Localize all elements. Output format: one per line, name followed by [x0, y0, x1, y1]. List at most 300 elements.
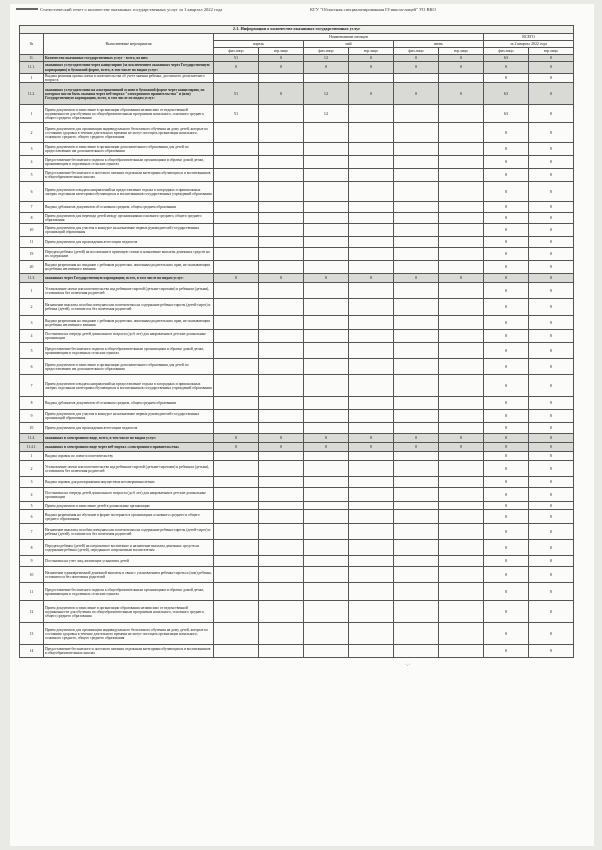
row-value-cell: [394, 567, 439, 583]
row-value-cell: [304, 601, 349, 623]
row-value-cell: [259, 182, 304, 202]
row-value-cell: 0: [484, 330, 529, 343]
row-value-cell: 0: [349, 55, 394, 62]
row-value-cell: [214, 567, 259, 583]
row-number: 6: [20, 510, 44, 524]
row-value-cell: 0: [439, 83, 484, 105]
row-value-cell: [439, 283, 484, 299]
row-value-cell: [304, 182, 349, 202]
row-value-cell: 0: [529, 62, 574, 74]
row-value-cell: [304, 423, 349, 434]
row-value-cell: [349, 237, 394, 248]
row-number: 4: [20, 330, 44, 343]
row-value-cell: 0: [529, 143, 574, 156]
row-service-name: Прием документов и выдача направлений на предоставление отдыха в загородных и пришкольных лагерях отдельным категориям обучающихся и воспитанников государственных учреждений образования: [44, 375, 214, 397]
row-service-name: Выдача дубликатов документов об основном среднем, общем среднем образовании: [44, 397, 214, 410]
row-value-cell: 0: [484, 202, 529, 213]
row-value-cell: 0: [484, 156, 529, 169]
row-value-cell: [439, 623, 484, 645]
row-value-cell: [304, 202, 349, 213]
row-value-cell: [349, 556, 394, 567]
row-value-cell: [439, 299, 484, 316]
table-row: [20, 461, 574, 477]
table-row: [20, 397, 574, 410]
row-value-cell: 0: [484, 477, 529, 488]
row-value-cell: [214, 343, 259, 359]
row-value-cell: [349, 423, 394, 434]
row-value-cell: [439, 261, 484, 274]
table-row: [20, 74, 574, 83]
row-number: 2: [20, 461, 44, 477]
row-value-cell: [394, 488, 439, 502]
row-value-cell: 0: [529, 274, 574, 283]
table-row: [20, 143, 574, 156]
row-value-cell: 12: [304, 105, 349, 123]
row-value-cell: 0: [484, 488, 529, 502]
row-value-cell: 0: [529, 55, 574, 62]
row-value-cell: [349, 452, 394, 461]
row-value-cell: [394, 410, 439, 423]
row-service-name: Прием документов и зачисление в организации образования независимо от ведомственной подчиненности для обучения по общеобразовательным программам начального, основного среднего, общего среднего образования: [44, 601, 214, 623]
row-service-name: Установление опеки или попечительства над ребенком-сиротой (детьми-сиротами) и ребенком (детьми), оставшимся без попечения родителей: [44, 283, 214, 299]
table-row: [20, 601, 574, 623]
section-row: [20, 443, 574, 452]
row-value-cell: [304, 623, 349, 645]
row-value-cell: [304, 567, 349, 583]
row-value-cell: [304, 343, 349, 359]
table-row: [20, 248, 574, 261]
row-value-cell: [259, 567, 304, 583]
row-value-cell: [304, 143, 349, 156]
row-value-cell: [304, 410, 349, 423]
row-value-cell: [304, 330, 349, 343]
row-value-cell: 0: [529, 410, 574, 423]
table-row: [20, 583, 574, 601]
row-service-name: Прием документов и зачисление в организации дополнительного образования для детей по предоставлению им дополнительного образования: [44, 359, 214, 375]
row-value-cell: [259, 452, 304, 461]
row-value-cell: 0: [484, 461, 529, 477]
row-value-cell: [439, 601, 484, 623]
row-service-name: Прием документов и зачисление детей в дошкольные организации: [44, 502, 214, 510]
row-value-cell: 0: [349, 274, 394, 283]
row-value-cell: [349, 510, 394, 524]
row-value-cell: 0: [529, 343, 574, 359]
row-value-cell: 0: [529, 74, 574, 83]
row-value-cell: 0: [529, 202, 574, 213]
table-row: [20, 123, 574, 143]
table-row: [20, 343, 574, 359]
row-value-cell: [439, 524, 484, 540]
row-value-cell: [259, 375, 304, 397]
row-value-cell: [304, 299, 349, 316]
row-number: 7: [20, 524, 44, 540]
row-value-cell: 0: [484, 143, 529, 156]
row-value-cell: [259, 583, 304, 601]
row-value-cell: 0: [394, 62, 439, 74]
row-value-cell: [349, 105, 394, 123]
row-service-name: Прием документов и зачисление в организации образования независимо от ведомственной подчиненности для обучения по общеобразовательным программам начального, основного среднего, общего среднего образования: [44, 105, 214, 123]
row-value-cell: [259, 299, 304, 316]
table-row: [20, 316, 574, 330]
row-value-cell: 0: [259, 83, 304, 105]
row-value-cell: [349, 359, 394, 375]
row-number: 4: [20, 488, 44, 502]
month-header: июнь: [394, 41, 484, 48]
row-value-cell: [439, 556, 484, 567]
row-number: 1: [20, 283, 44, 299]
row-value-cell: [214, 502, 259, 510]
row-value-cell: 51: [214, 83, 259, 105]
row-value-cell: [394, 143, 439, 156]
table-row: [20, 623, 574, 645]
row-value-cell: 0: [394, 55, 439, 62]
row-value-cell: [394, 105, 439, 123]
row-value-cell: [214, 452, 259, 461]
row-value-cell: 0: [529, 261, 574, 274]
row-value-cell: 0: [259, 274, 304, 283]
row-value-cell: 0: [484, 423, 529, 434]
row-value-cell: [439, 74, 484, 83]
row-value-cell: 0: [484, 237, 529, 248]
row-value-cell: [439, 502, 484, 510]
table-row: [20, 556, 574, 567]
row-service-name: Назначение выплаты пособия опекунам или попечителям на содержание ребенка-сироты (детей-сирот) и ребенка (детей), оставшегося без попечения родителей: [44, 299, 214, 316]
row-service-name: оказанных в электронном виде, всего, в том числе по видам услуг:: [44, 434, 214, 443]
row-value-cell: [259, 601, 304, 623]
table-row: [20, 261, 574, 274]
row-value-cell: [349, 143, 394, 156]
row-value-cell: [349, 343, 394, 359]
row-value-cell: [304, 74, 349, 83]
row-value-cell: [214, 645, 259, 658]
row-value-cell: [214, 182, 259, 202]
table-row: [20, 510, 574, 524]
scan-specks: ·.·: [405, 662, 411, 668]
row-number: 11: [20, 583, 44, 601]
header-organization: КГУ "Областная специализированная IT-школа-лицей" УО ВКО: [310, 7, 436, 12]
row-value-cell: 0: [349, 434, 394, 443]
row-value-cell: 0: [529, 83, 574, 105]
row-value-cell: [394, 202, 439, 213]
month-header: апрель: [214, 41, 304, 48]
row-value-cell: [304, 156, 349, 169]
row-value-cell: [349, 567, 394, 583]
row-value-cell: [214, 397, 259, 410]
row-value-cell: 0: [484, 556, 529, 567]
row-value-cell: [259, 410, 304, 423]
row-value-cell: 0: [484, 182, 529, 202]
table-row: [20, 283, 574, 299]
row-value-cell: [394, 330, 439, 343]
row-value-cell: [349, 299, 394, 316]
row-number: 9: [20, 556, 44, 567]
row-value-cell: 0: [529, 488, 574, 502]
row-value-cell: 0: [529, 123, 574, 143]
row-value-cell: [394, 645, 439, 658]
row-value-cell: 0: [529, 452, 574, 461]
row-value-cell: [439, 583, 484, 601]
row-value-cell: 0: [214, 443, 259, 452]
row-value-cell: 0: [529, 299, 574, 316]
row-value-cell: [394, 74, 439, 83]
row-value-cell: [259, 488, 304, 502]
row-value-cell: 0: [349, 83, 394, 105]
row-value-cell: [394, 156, 439, 169]
row-value-cell: [439, 510, 484, 524]
row-value-cell: 0: [529, 434, 574, 443]
section-row: [20, 83, 574, 105]
row-value-cell: [259, 248, 304, 261]
row-value-cell: [349, 169, 394, 182]
row-service-name: Предоставление бесплатного подвоза к общеобразовательным организациям и обратно домой детям, проживающим в отдаленных сельских пунктах: [44, 156, 214, 169]
row-value-cell: [349, 74, 394, 83]
section-row: [20, 434, 574, 443]
row-number: 11.3.: [20, 274, 44, 283]
row-value-cell: 0: [484, 452, 529, 461]
row-value-cell: 0: [484, 213, 529, 224]
row-value-cell: [439, 248, 484, 261]
row-number: 2: [20, 123, 44, 143]
row-value-cell: [214, 316, 259, 330]
row-value-cell: [214, 556, 259, 567]
row-value-cell: [349, 540, 394, 556]
section-row: [20, 55, 574, 62]
row-service-name: Назначение единовременной денежной выплаты в связи с усыновлением ребенка-сироты и (или) ребенка, оставшегося без попечения родителей: [44, 567, 214, 583]
row-value-cell: 0: [484, 397, 529, 410]
row-value-cell: [439, 156, 484, 169]
row-value-cell: 0: [349, 443, 394, 452]
row-value-cell: [349, 202, 394, 213]
sub-phys-header: физ.лицо: [304, 48, 349, 55]
row-value-cell: [214, 283, 259, 299]
row-value-cell: 0: [529, 556, 574, 567]
row-value-cell: [349, 224, 394, 237]
row-number: 2: [20, 299, 44, 316]
row-value-cell: 0: [484, 261, 529, 274]
row-value-cell: [214, 74, 259, 83]
row-value-cell: 0: [259, 434, 304, 443]
row-number: 5: [20, 502, 44, 510]
row-value-cell: 0: [529, 645, 574, 658]
row-value-cell: [214, 583, 259, 601]
sub-phys-header: физ.лицо: [484, 48, 529, 55]
row-value-cell: 0: [214, 434, 259, 443]
row-value-cell: [214, 156, 259, 169]
total-period-header: за 2 квартал 2022 года: [484, 41, 574, 48]
row-value-cell: [349, 283, 394, 299]
row-value-cell: 0: [529, 583, 574, 601]
row-value-cell: [349, 261, 394, 274]
row-value-cell: 12: [304, 83, 349, 105]
row-value-cell: [259, 143, 304, 156]
row-value-cell: [259, 213, 304, 224]
row-value-cell: 0: [304, 443, 349, 452]
sub-jur-header: юр.лицо: [259, 48, 304, 55]
row-value-cell: [304, 540, 349, 556]
row-number: 8: [20, 397, 44, 410]
row-value-cell: [304, 283, 349, 299]
row-value-cell: 0: [484, 74, 529, 83]
row-value-cell: [214, 601, 259, 623]
row-value-cell: 0: [484, 645, 529, 658]
table-row: [20, 410, 574, 423]
row-value-cell: [259, 123, 304, 143]
section-row: [20, 274, 574, 283]
table-row: [20, 567, 574, 583]
row-value-cell: [259, 510, 304, 524]
table-row: [20, 645, 574, 658]
row-value-cell: [259, 202, 304, 213]
row-value-cell: [394, 182, 439, 202]
row-service-name: Предоставление бесплатного и льготного питания отдельным категориям обучающихся и воспитанников в общеобразовательных школах: [44, 645, 214, 658]
row-value-cell: [259, 359, 304, 375]
row-value-cell: 0: [484, 510, 529, 524]
row-value-cell: [439, 461, 484, 477]
row-value-cell: [394, 623, 439, 645]
row-value-cell: 0: [439, 434, 484, 443]
row-value-cell: [394, 502, 439, 510]
row-value-cell: 0: [484, 583, 529, 601]
row-value-cell: [394, 556, 439, 567]
row-value-cell: [439, 105, 484, 123]
row-value-cell: [214, 202, 259, 213]
row-value-cell: [214, 169, 259, 182]
row-value-cell: [304, 488, 349, 502]
row-value-cell: 63: [484, 83, 529, 105]
row-value-cell: [394, 452, 439, 461]
row-value-cell: 0: [484, 434, 529, 443]
row-service-name: Прием документов и зачисление в организации дополнительного образования для детей по предоставлению им дополнительного образования: [44, 143, 214, 156]
row-number: 3: [20, 143, 44, 156]
row-value-cell: [439, 213, 484, 224]
row-value-cell: 0: [529, 524, 574, 540]
row-value-cell: [259, 461, 304, 477]
row-value-cell: [304, 213, 349, 224]
row-value-cell: [304, 397, 349, 410]
row-value-cell: 0: [529, 213, 574, 224]
row-value-cell: [439, 359, 484, 375]
row-value-cell: [349, 330, 394, 343]
table-title: 2.1. Информация о количестве оказанных государственных услуг: [20, 26, 574, 34]
row-value-cell: [304, 316, 349, 330]
row-value-cell: [394, 237, 439, 248]
row-value-cell: 0: [304, 434, 349, 443]
row-value-cell: [259, 74, 304, 83]
row-value-cell: [214, 330, 259, 343]
row-number: 5: [20, 343, 44, 359]
row-value-cell: [349, 316, 394, 330]
row-value-cell: [394, 461, 439, 477]
row-value-cell: 0: [529, 224, 574, 237]
row-value-cell: [214, 423, 259, 434]
row-value-cell: 0: [529, 567, 574, 583]
row-value-cell: [349, 601, 394, 623]
row-value-cell: [439, 330, 484, 343]
row-value-cell: 0: [439, 443, 484, 452]
row-value-cell: [304, 510, 349, 524]
row-value-cell: 0: [394, 274, 439, 283]
table-row: [20, 452, 574, 461]
row-value-cell: [214, 359, 259, 375]
row-value-cell: [304, 375, 349, 397]
row-value-cell: 0: [484, 274, 529, 283]
row-value-cell: [439, 169, 484, 182]
row-value-cell: 0: [484, 123, 529, 143]
row-value-cell: [214, 510, 259, 524]
row-value-cell: [304, 452, 349, 461]
sub-jur-header: юр.лицо: [349, 48, 394, 55]
row-value-cell: [259, 556, 304, 567]
row-value-cell: [439, 410, 484, 423]
row-value-cell: 0: [484, 316, 529, 330]
row-value-cell: 0: [484, 283, 529, 299]
row-value-cell: [439, 477, 484, 488]
row-service-name: Постановка на учет лиц, желающих усыновить детей: [44, 556, 214, 567]
row-number: 13: [20, 623, 44, 645]
sub-jur-header: юр.лицо: [439, 48, 484, 55]
row-value-cell: [259, 477, 304, 488]
row-value-cell: 0: [484, 169, 529, 182]
row-value-cell: [394, 224, 439, 237]
row-number: 5: [20, 169, 44, 182]
table-row: [20, 105, 574, 123]
row-value-cell: [304, 237, 349, 248]
row-value-cell: [349, 583, 394, 601]
row-value-cell: [214, 410, 259, 423]
row-value-cell: 0: [484, 359, 529, 375]
month-header: май: [304, 41, 394, 48]
row-value-cell: 51: [214, 105, 259, 123]
row-value-cell: [349, 645, 394, 658]
row-value-cell: [349, 375, 394, 397]
row-value-cell: [259, 330, 304, 343]
row-service-name: Предоставление бесплатного подвоза к общеобразовательным организациям и обратно домой детям, проживающим в отдаленных сельских пунктах: [44, 583, 214, 601]
row-value-cell: 0: [529, 502, 574, 510]
row-number: 19: [20, 248, 44, 261]
row-number: 3: [20, 477, 44, 488]
row-number: 10: [20, 224, 44, 237]
row-service-name: оказанных через Государственную корпорацию, всего, в том числе по видам услуг:: [44, 274, 214, 283]
row-value-cell: 0: [484, 623, 529, 645]
table-row: [20, 502, 574, 510]
row-service-name: Прием документов для прохождения аттестации педагогов: [44, 423, 214, 434]
row-value-cell: [304, 556, 349, 567]
row-value-cell: 0: [484, 62, 529, 74]
row-value-cell: [349, 397, 394, 410]
row-number: 11.4.1.: [20, 443, 44, 452]
row-value-cell: [304, 461, 349, 477]
row-value-cell: [214, 237, 259, 248]
table-row: [20, 524, 574, 540]
row-service-name: Прием документов для прохождения аттестации педагогов: [44, 237, 214, 248]
row-value-cell: [259, 169, 304, 182]
row-value-cell: [304, 477, 349, 488]
row-value-cell: [394, 213, 439, 224]
row-value-cell: [349, 182, 394, 202]
row-value-cell: [304, 248, 349, 261]
row-value-cell: 0: [529, 540, 574, 556]
row-value-cell: [259, 423, 304, 434]
table-row: [20, 182, 574, 202]
row-service-name: Выдача решения органа опеки и попечительства об учете мнения ребенка, достигшего десятилетнего возраста: [44, 74, 214, 83]
row-value-cell: [349, 461, 394, 477]
row-service-name: Количество оказанных государственных услуг - всего, из них:: [44, 55, 214, 62]
table-row: [20, 213, 574, 224]
row-value-cell: [394, 583, 439, 601]
table-row: [20, 330, 574, 343]
row-value-cell: 0: [484, 299, 529, 316]
row-number: 6: [20, 182, 44, 202]
